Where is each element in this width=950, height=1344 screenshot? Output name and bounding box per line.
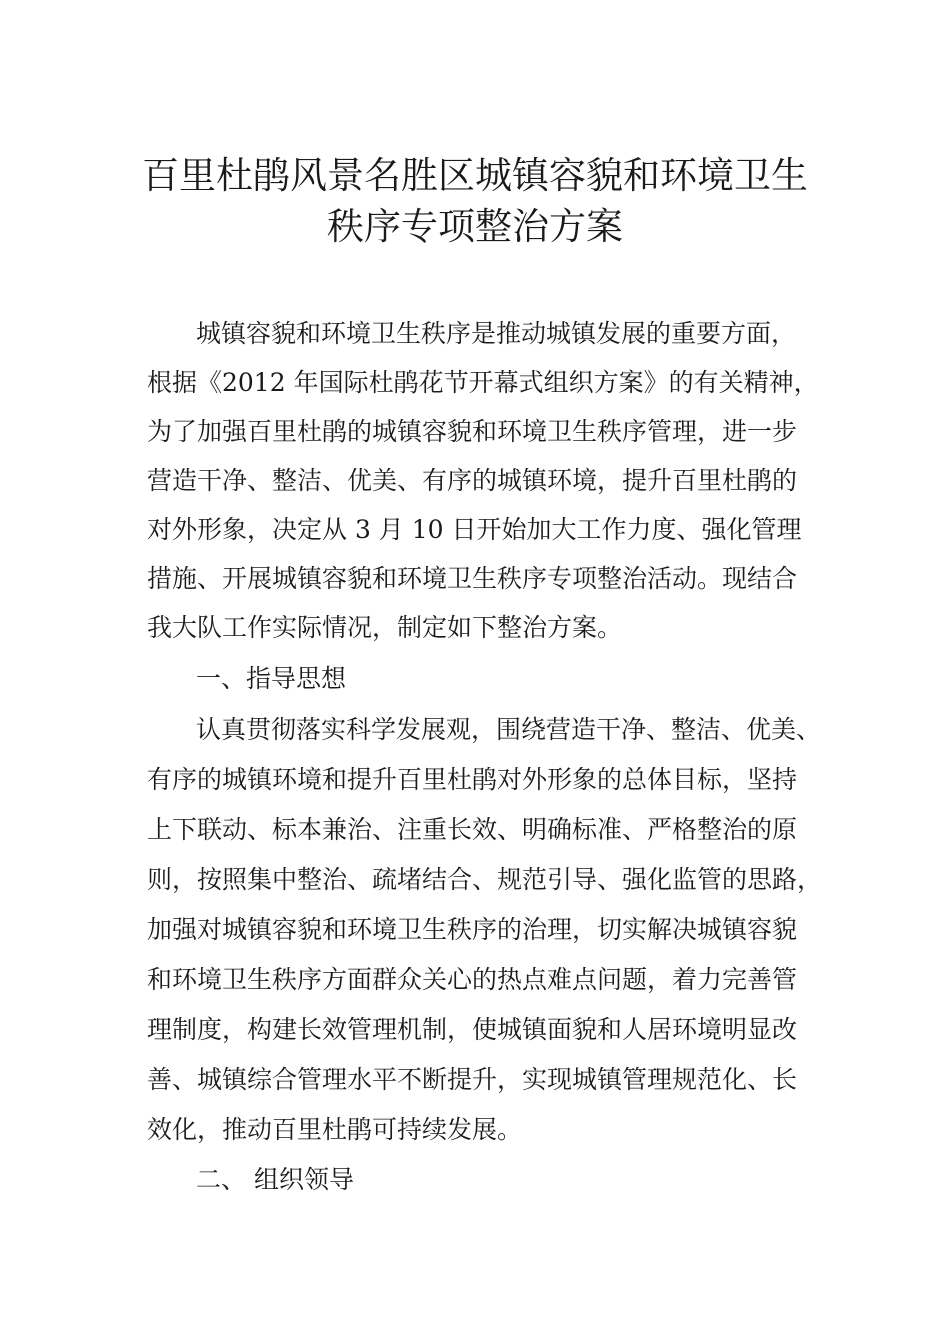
intro-line-7: 我大队工作实际情况，制定如下整治方案。: [147, 613, 623, 642]
intro-line-6: 措施、开展城镇容貌和环境卫生秩序专项整治活动。现结合: [147, 564, 798, 593]
intro-line-3: 为了加强百里杜鹃的城镇容貌和环境卫生秩序管理，进一步: [147, 417, 798, 446]
section1-line-7: 理制度，构建长效管理机制，使城镇面貌和人居环境明显改: [147, 1015, 798, 1044]
document-title-line-2: 秩序专项整治方案: [327, 205, 623, 248]
section1-line-8: 善、城镇综合管理水平不断提升，实现城镇管理规范化、长: [147, 1065, 798, 1094]
section-heading-organization: 二、 组织领导: [196, 1165, 354, 1194]
intro-line-2: 根据《2012 年国际杜鹃花节开幕式组织方案》的有关精神，: [147, 368, 819, 397]
section1-line-2: 有序的城镇环境和提升百里杜鹃对外形象的总体目标，坚持: [147, 765, 798, 794]
document-title-line-1: 百里杜鹃风景名胜区城镇容貌和环境卫生: [142, 154, 808, 197]
section1-line-3: 上下联动、标本兼治、注重长效、明确标准、严格整治的原: [147, 815, 798, 844]
section1-line-5: 加强对城镇容貌和环境卫生秩序的治理，切实解决城镇容貌: [147, 915, 798, 944]
intro-line-4: 营造干净、整洁、优美、有序的城镇环境，提升百里杜鹃的: [147, 466, 798, 495]
section-heading-guiding-thought: 一、指导思想: [196, 664, 347, 693]
intro-line-5: 对外形象，决定从 3 月 10 日开始加大工作力度、强化管理: [147, 515, 802, 544]
section1-line-4: 则，按照集中整治、疏堵结合、规范引导、强化监管的思路，: [147, 865, 823, 894]
section1-line-9: 效化，推动百里杜鹃可持续发展。: [147, 1115, 523, 1144]
section1-line-1: 认真贯彻落实科学发展观，围绕营造干净、整洁、优美、: [196, 715, 822, 744]
section1-line-6: 和环境卫生秩序方面群众关心的热点难点问题，着力完善管: [147, 965, 798, 994]
intro-line-1: 城镇容貌和环境卫生秩序是推动城镇发展的重要方面，: [196, 319, 797, 348]
